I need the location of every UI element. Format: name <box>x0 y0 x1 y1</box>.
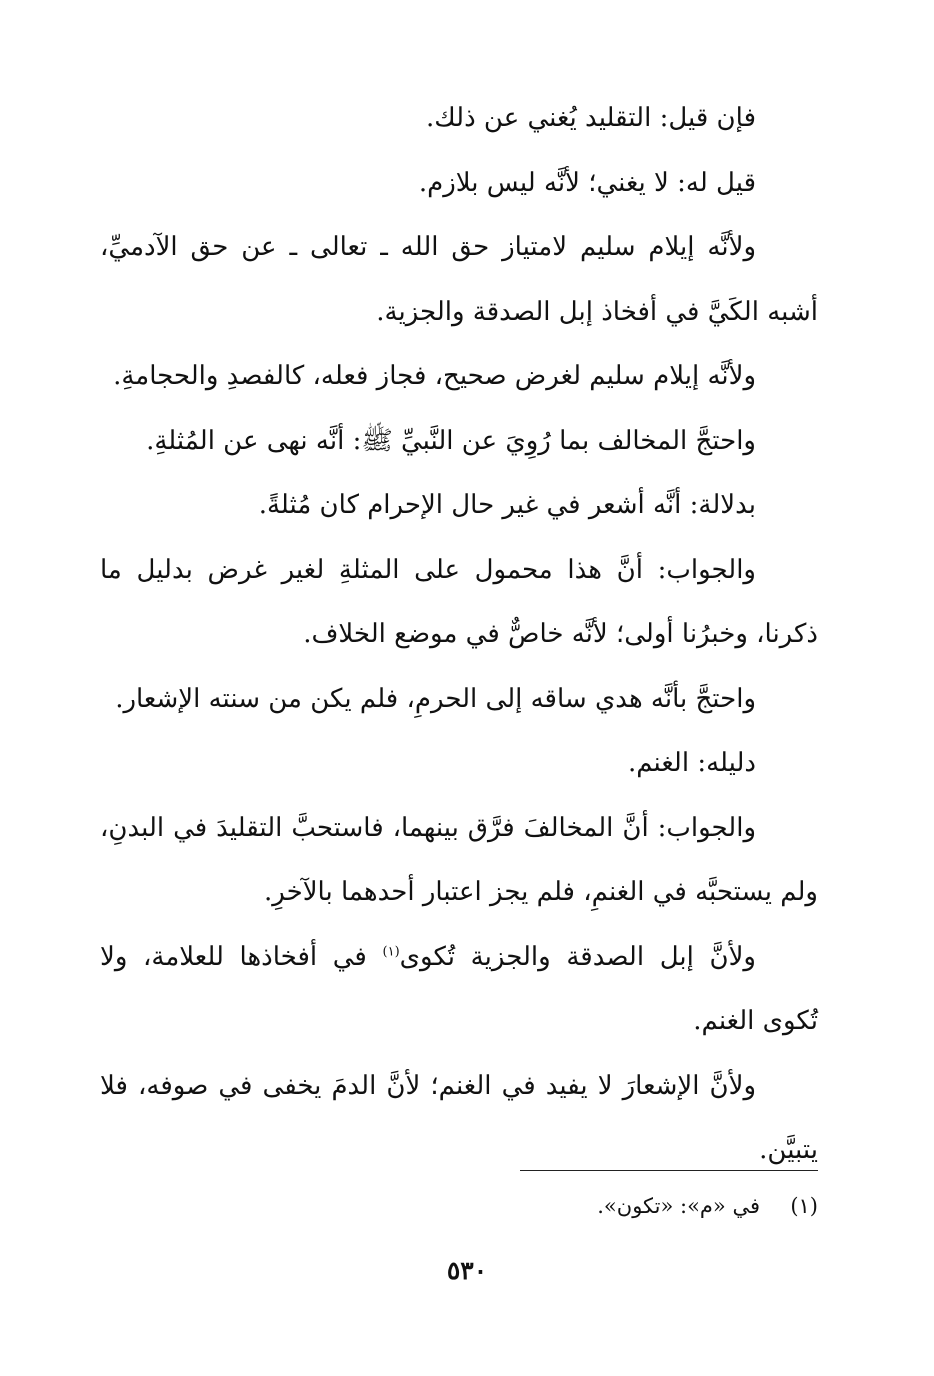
paragraph: بدلالة: أنَّه أشعر في غير حال الإحرام كان مُثلةً. <box>258 490 756 520</box>
footnote <box>100 1186 818 1226</box>
footnote-number: (١) <box>790 1194 818 1218</box>
paragraph: والجواب: أنَّ المخالفَ فرَّق بينهما، فاستحبَّ التقليدَ في البدنِ، ولم يستحبَّه في الغنمِ، فلم يجز اعتبار أحدهما بالآخرِ. <box>100 812 818 907</box>
paragraph: ولأنَّ الإشعارَ لا يفيد في الغنم؛ لأنَّ الدمَ يخفى في صوفه، فلا يتبيَّن. <box>100 1070 818 1165</box>
footnote-text: في «م»: «تكون». <box>597 1194 760 1218</box>
paragraph: قيل له: لا يغني؛ لأنَّه ليس بلازم. <box>418 167 756 198</box>
footnote-separator <box>520 1170 818 1171</box>
paragraph: واحتجَّ المخالف بما رُوِيَ عن النَّبيِّ ﷺ: أنَّه نهى عن المُثلةِ. <box>146 425 756 456</box>
main-text <box>100 86 818 1183</box>
paragraph: والجواب: أنَّ هذا محمول على المثلةِ لغير غرض بدليل ما ذكرنا، وخبرُنا أولى؛ لأنَّه خاصٌّ في موضع الخلاف. <box>100 554 818 649</box>
paragraph: ولأنَّه إيلام سليم لغرض صحيح، فجاز فعله، كالفصدِ والحجامةِ. <box>113 361 756 391</box>
paragraph-with-footnote <box>100 925 818 1054</box>
footnote-reference[interactable]: (١) <box>382 943 400 959</box>
page-number: ٥٣٠ <box>446 1256 488 1285</box>
paragraph: ولأنَّه إيلام سليم لامتياز حق الله ـ تعالى ـ عن حق الآدميِّ، أشبه الكَيَّ في أفخاذ إبل الصدقة والجزية. <box>100 232 818 327</box>
paragraph: دليله: الغنم. <box>627 748 756 778</box>
footnotes <box>100 1186 818 1226</box>
paragraph-text-start: ولأنَّ إبل الصدقة والجزية تُكوى <box>399 941 756 972</box>
paragraph-text-end: في أفخاذها للعلامة، ولا تُكوى الغنم. <box>100 941 818 1036</box>
paragraph: فإن قيل: التقليد يُغني عن ذلك. <box>425 103 756 133</box>
paragraph: واحتجَّ بأنَّه هدي ساقه إلى الحرمِ، فلم يكن من سنته الإشعار. <box>115 683 756 714</box>
